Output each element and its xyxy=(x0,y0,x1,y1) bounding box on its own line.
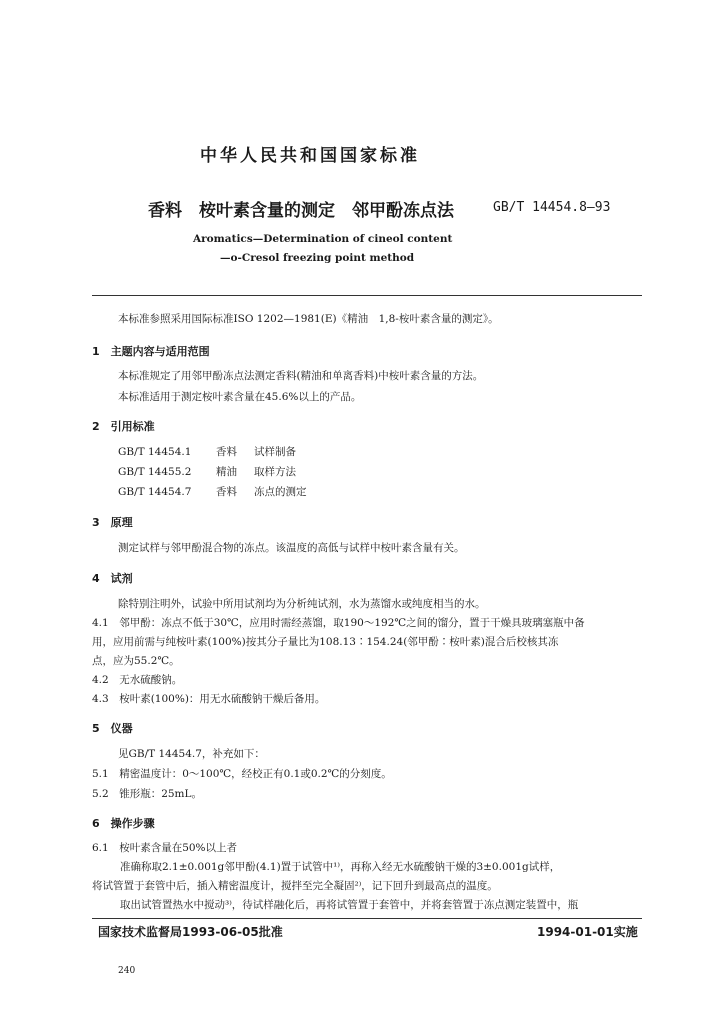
footer-divider xyxy=(92,918,642,919)
english-title-line-2: —o-Cresol freezing point method xyxy=(220,252,415,264)
standard-name: 中华人民共和国国家标准 xyxy=(200,146,420,166)
page-number: 240 xyxy=(118,966,136,976)
clause-4-2: 4.2 无水硫酸钠。 xyxy=(92,674,183,686)
clause-4-1-line-2: 用，应用前需与纯桉叶素(100%)按其分子量比为108.13∶154.24(邻甲酚∶桉叶素)混合后校核其冻 xyxy=(92,636,559,648)
reference-code: GB/T 14454.1 xyxy=(118,446,192,458)
section-5-paragraph: 见GB/T 14454.7，补充如下： xyxy=(118,748,265,760)
reference-code: GB/T 14454.7 xyxy=(118,486,192,498)
section-1-heading: 1 主题内容与适用范围 xyxy=(92,345,210,358)
standard-number: GB/T 14454.8—93 xyxy=(493,200,611,215)
reference-name: 取样方法 xyxy=(254,466,296,478)
english-title-line-1: Aromatics—Determination of cineol content xyxy=(193,233,453,245)
document-title: 香料 桉叶素含量的测定 邻甲酚冻点法 xyxy=(148,201,454,221)
clause-5-1: 5.1 精密温度计：0～100℃，经校正有0.1或0.2℃的分刻度。 xyxy=(92,768,392,780)
section-2-heading: 2 引用标准 xyxy=(92,420,155,433)
reference-code: GB/T 14455.2 xyxy=(118,466,192,478)
reference-name: 冻点的测定 xyxy=(254,486,307,498)
reference-name: 试样制备 xyxy=(254,446,296,458)
section-3-heading: 3 原理 xyxy=(92,516,133,529)
reference-category: 精油 xyxy=(216,466,237,478)
section-6-heading: 6 操作步骤 xyxy=(92,817,155,830)
section-4-heading: 4 试剂 xyxy=(92,572,133,585)
clause-6-1-line-1: 准确称取2.1±0.001g邻甲酚(4.1)置于试管中¹⁾，再称入经无水硫酸钠干燥的3±0.001g试样， xyxy=(120,861,561,873)
clause-6-1-line-3: 取出试管置热水中搅动³⁾，待试样融化后，再将试管置于套管中，并将套管置于冻点测定装置中，瓶 xyxy=(120,899,579,911)
reference-category: 香料 xyxy=(216,446,237,458)
implementation-date: 1994-01-01实施 xyxy=(537,925,638,939)
clause-6-1-line-2: 将试管置于套管中后，插入精密温度计，搅拌至完全凝固²⁾，记下回升到最高点的温度。 xyxy=(92,880,498,892)
reference-category: 香料 xyxy=(216,486,237,498)
section-1-paragraph-2: 本标准适用于测定桉叶素含量在45.6%以上的产品。 xyxy=(118,391,362,403)
clause-6-1-heading: 6.1 桉叶素含量在50%以上者 xyxy=(92,842,238,854)
section-5-heading: 5 仪器 xyxy=(92,722,133,735)
intro-text: 本标准参照采用国际标准ISO 1202—1981(E)《精油 1,8-桉叶素含量的测定》。 xyxy=(118,313,499,325)
reference-row xyxy=(118,464,296,479)
clause-4-1-line-1: 4.1 邻甲酚：冻点不低于30℃，应用时需经蒸馏，取190～192℃之间的馏分，置于干燥具玻璃塞瓶中备 xyxy=(92,617,585,629)
reference-row xyxy=(118,444,296,459)
section-1-paragraph-1: 本标准规定了用邻甲酚冻点法测定香料(精油和单离香料)中桉叶素含量的方法。 xyxy=(118,370,484,382)
clause-4-1-line-3: 点，应为55.2℃。 xyxy=(92,655,180,667)
clause-5-2: 5.2 锥形瓶：25mL。 xyxy=(92,788,202,800)
section-3-paragraph: 测定试样与邻甲酚混合物的冻点。该温度的高低与试样中桉叶素含量有关。 xyxy=(118,542,465,554)
clause-4-3: 4.3 桉叶素(100%)：用无水硫酸钠干燥后备用。 xyxy=(92,693,326,705)
header-divider xyxy=(92,295,642,296)
approval-note: 国家技术监督局1993-06-05批准 xyxy=(98,925,283,939)
section-4-paragraph: 除特别注明外，试验中所用试剂均为分析纯试剂，水为蒸馏水或纯度相当的水。 xyxy=(118,598,486,610)
reference-row xyxy=(118,484,307,499)
